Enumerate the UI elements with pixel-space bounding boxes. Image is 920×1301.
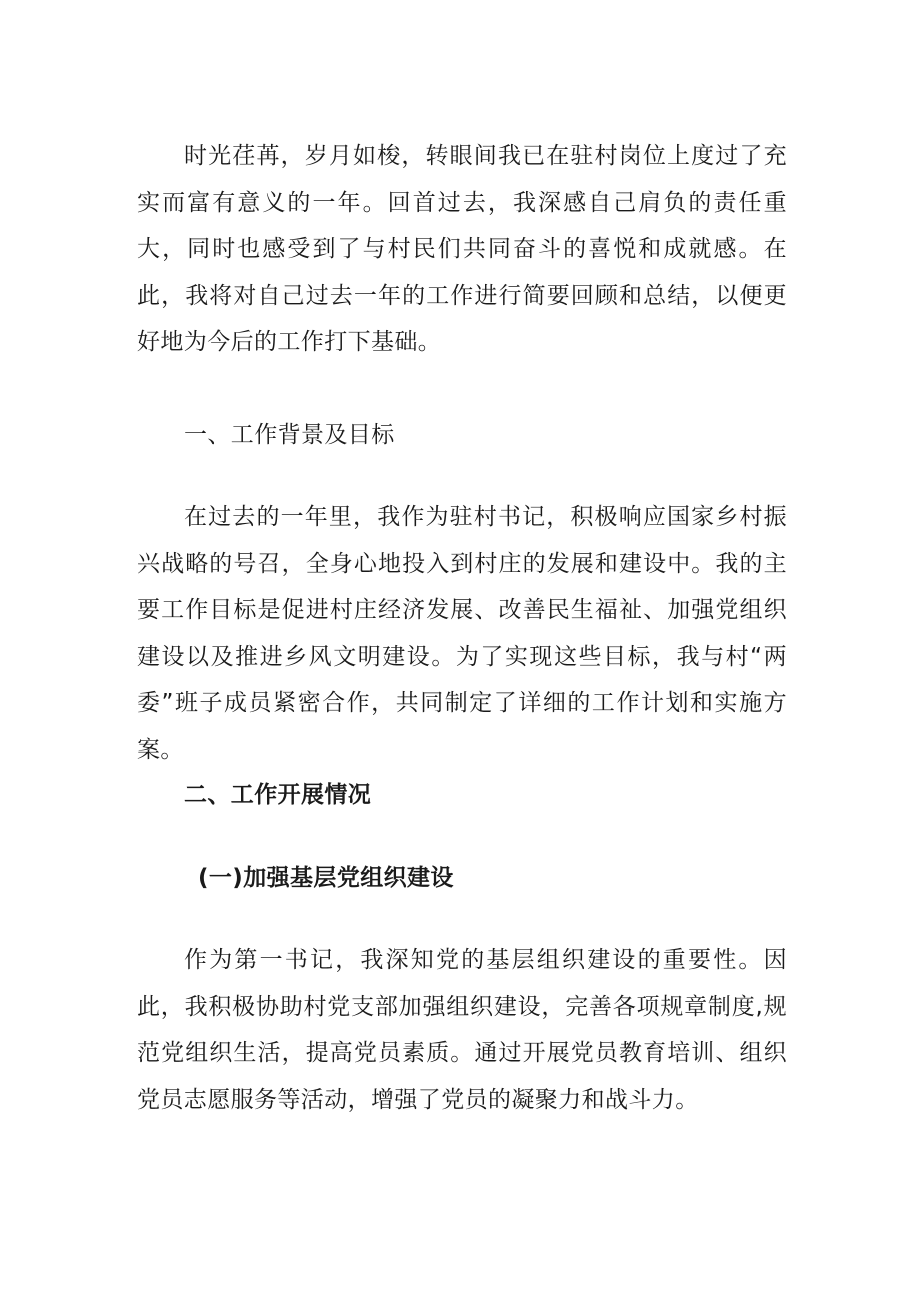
intro-paragraph: 时光荏苒，岁月如梭，转眼间我已在驻村岗位上度过了充实而富有意义的一年。回首过去，我深感自己肩负的责任重大，同时也感受到了与村民们共同奋斗的喜悦和成就感。在此，我将对自己过去一年的工作进行简要回顾和总结，以便更好地为今后的工作打下基础。 bbox=[137, 143, 787, 355]
section-two-heading: 二、工作开展情况 bbox=[184, 782, 372, 808]
section-one-heading: 一、工作背景及目标 bbox=[184, 422, 395, 448]
subsection-one-paragraph: 作为第一书记，我深知党的基层组织建设的重要性。因此，我积极协助村党支部加强组织建设，完善各项规章制度,规范党组织生活，提高党员素质。通过开展党员教育培训、组织党员志愿服务等活动，增强了党员的凝聚力和战斗力。 bbox=[137, 947, 787, 1113]
section-one-paragraph: 在过去的一年里，我作为驻村书记，积极响应国家乡村振兴战略的号召，全身心地投入到村庄的发展和建设中。我的主要工作目标是促进村庄经济发展、改善民生福祉、加强党组织建设以及推进乡风文明建设。为了实现这些目标，我与村“两委”班子成员紧密合作，共同制定了详细的工作计划和实施方案。 bbox=[137, 504, 787, 763]
subsection-one-heading: (一)加强基层党组织建设 bbox=[198, 865, 454, 891]
